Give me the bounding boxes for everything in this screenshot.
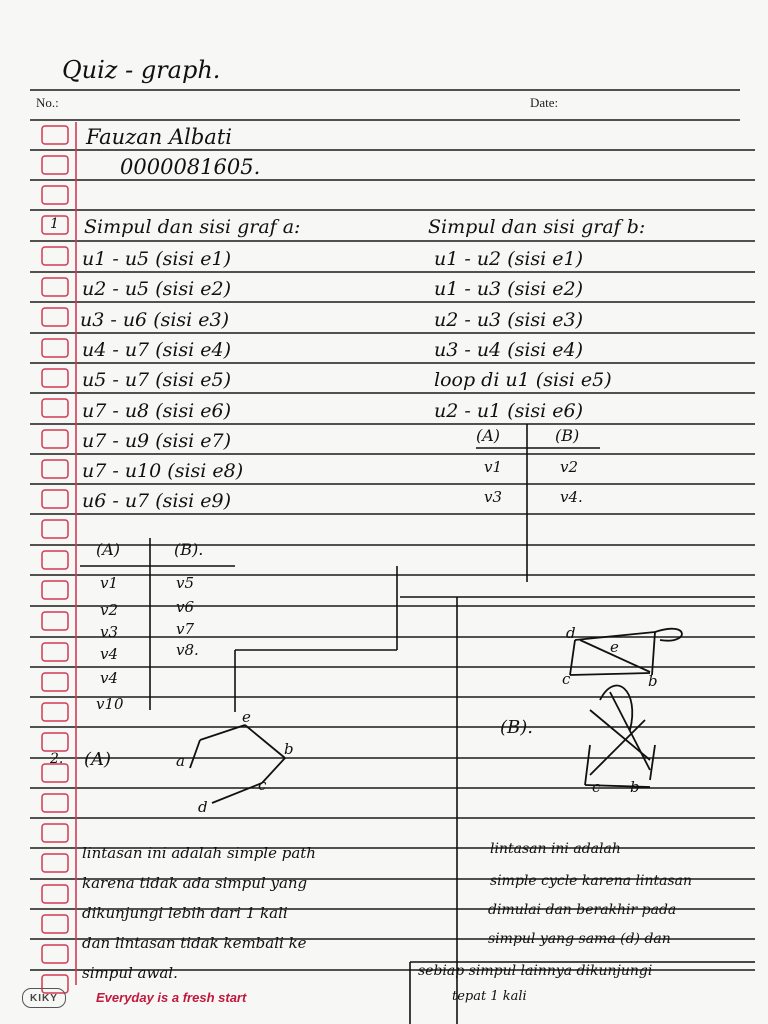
graph-b-node-label: c [592,778,601,796]
table-a-cell: v6 [176,598,195,616]
graph-a-node-label: a [176,752,185,770]
graph-a-edge: u7 - u8 (sisi e6) [82,400,232,422]
table-a-cell: v4 [100,669,119,687]
graph-b-edge: u1 - u2 (sisi e1) [434,248,584,270]
answer-b-line: simpul yang sama (d) dan [488,931,671,947]
graph-a-edge: u1 - u5 (sisi e1) [82,248,232,270]
graph-a-drawing [190,725,285,803]
no-label: No.: [36,95,59,110]
table-b-cell: v2 [560,458,579,476]
answer-a-line: lintasan ini adalah simple path [82,844,316,862]
question-1-number: 1 [50,216,59,232]
table-a-cell: v1 [100,574,119,592]
answer-a-line: simpul awal. [82,964,178,982]
table-a-header: (A) [96,540,121,559]
answer-b-line: dimulai dan berakhir pada [488,902,677,918]
page-title: Quiz - graph. [62,56,221,84]
table-b-cell: v3 [484,488,503,506]
graph-a-edge: u7 - u10 (sisi e8) [82,460,244,482]
graph-b-edge: u2 - u3 (sisi e3) [434,309,584,331]
graph-a-node-label: e [242,708,251,726]
answer-b-line: lintasan ini adalah [490,841,621,857]
graph-a-edge: u2 - u5 (sisi e2) [82,278,232,300]
graph-b-node-label: c [562,670,571,688]
graph-a-edge: u6 - u7 (sisi e9) [82,490,232,512]
graph-a-edge: u4 - u7 (sisi e4) [82,339,232,361]
student-name: Fauzan Albati [86,125,232,149]
graph-b-node-label: e [610,638,619,656]
brand-logo: KIKY [22,988,66,1008]
answer-a-line: dan lintasan tidak kembali ke [82,934,307,952]
answer-b-line: sebiap simpul lainnya dikunjungi [418,963,653,979]
table-b-header: (B) [555,426,580,445]
graph-b-node-label: b [630,778,640,796]
graph-b-edge: loop di u1 (sisi e5) [434,369,612,391]
graph-b-edge: u1 - u3 (sisi e2) [434,278,584,300]
table-b-header: (A) [476,426,501,445]
graph-b-drawing [570,629,682,787]
graph-a-edge: u5 - u7 (sisi e5) [82,369,232,391]
table-a-cell: v10 [96,695,124,713]
graph-b-edge: u3 - u4 (sisi e4) [434,339,584,361]
question-2-number: 2. [50,751,64,767]
answer-a-line: dikunjungi lebih dari 1 kali [82,904,288,922]
answer-b-line: tepat 1 kali [452,989,527,1004]
answer-b-line: simple cycle karena lintasan [490,873,693,889]
table-b-cell: v4. [560,488,583,506]
table-b-cell: v1 [484,458,503,476]
answer-a-line: karena tidak ada simpul yang [82,874,308,892]
graph-a-edge: u3 - u6 (sisi e3) [80,309,230,331]
table-a-cell: v8. [176,641,199,659]
student-id: 0000081605. [120,155,261,179]
table-a-cell: v4 [100,645,119,663]
graph-a-edge: u7 - u9 (sisi e7) [82,430,232,452]
graph-b-node-label: d [566,624,576,642]
graph-b-heading: Simpul dan sisi graf b: [428,216,646,238]
part-a-label: (A) [84,749,112,770]
table-a-cell: v3 [100,623,119,641]
graph-a-heading: Simpul dan sisi graf a: [84,216,301,238]
brand-slogan: Everyday is a fresh start [96,990,247,1005]
table-a-cell: v2 [100,601,119,619]
table-a-header: (B). [174,540,204,559]
graph-a-node-label: b [284,740,294,758]
graph-a-node-label: d [198,798,208,816]
graph-b-edge: u2 - u1 (sisi e6) [434,400,584,422]
table-a-cell: v5 [176,574,195,592]
graph-b-node-label: b [648,672,658,690]
date-label: Date: [530,95,559,110]
graph-a-node-label: c [258,776,267,794]
part-b-label: (B). [500,717,533,738]
table-a-cell: v7 [176,620,195,638]
